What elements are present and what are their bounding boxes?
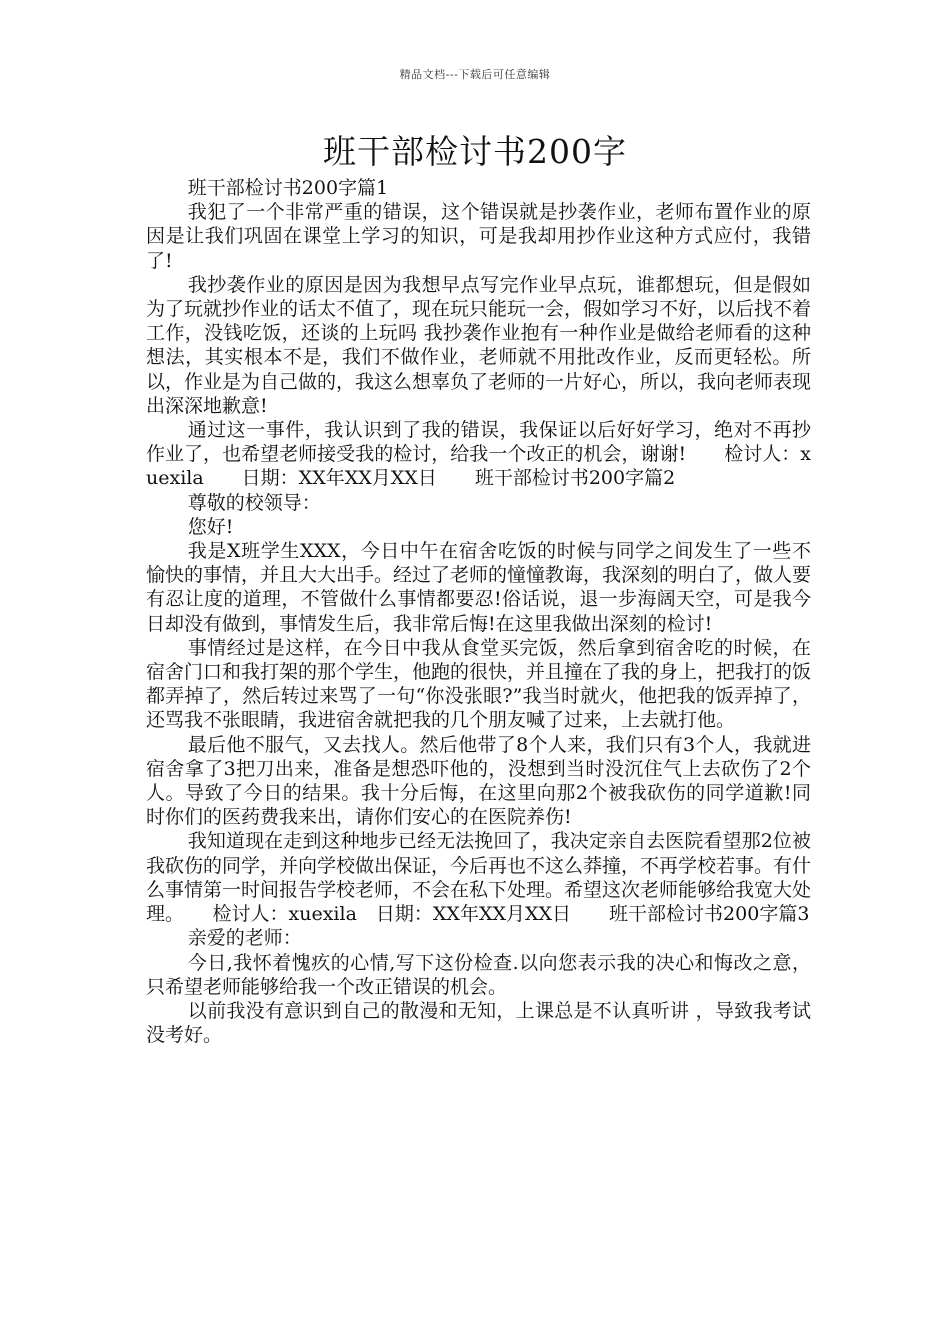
section-heading-1: 班干部检讨书200字篇1: [187, 177, 389, 199]
greeting: 您好!: [187, 515, 234, 538]
paragraph: 今日,我怀着愧疚的心情,写下这份检查.以向您表示我的决心和悔改之意，只希望老师能够给我一个改正错误的机会。: [146, 951, 811, 998]
paragraph: 通过这一事件，我认识到了我的错误，我保证以后好好学习，绝对不再抄作业了，也希望老师接受我的检讨，给我一个改正的机会，谢谢! 检讨人：xuexila 日期：XX年XX月XX日 班干部检讨书200字篇2: [146, 419, 811, 490]
paragraph: 以前我没有意识到自己的散漫和无知，上课总是不认真听讲 ，导致我考试没考好。: [146, 999, 811, 1047]
salutation: 亲爱的老师：: [187, 927, 302, 950]
paragraph: 最后他不服气，又去找人。然后他带了8个人来，我们只有3个人，我就进宿舍拿了3把刀出来，准备是想恐吓他的，没想到当时没沉住气上去砍伤了2个人。导致了今日的结果。我十分后悔，在这里向那2个被我砍伤的同学道歉!同时你们的医药费我来出，请你们安心的在医院养伤!: [146, 733, 811, 829]
paragraph: 我知道现在走到这种地步已经无法挽回了，我决定亲自去医院看望那2位被我砍伤的同学，并向学校做出保证，今后再也不这么莽撞，不再学校若事。有什么事情第一时间报告学校老师，不会在私下处理。希望这次老师能够给我宽大处理。 检讨人：xuexila 日期：XX年XX月XX日 班干部检讨书200字篇3: [146, 830, 811, 926]
paragraph: 事情经过是这样，在今日中我从食堂买完饭，然后拿到宿舍吃的时候，在宿舍门口和我打架的那个学生，他跑的很快，并且撞在了我的身上，把我打的饭都弄掉了，然后转过来骂了一句“你没张眼?”我当时就火，他把我的饭弄掉了，还骂我不张眼睛，我进宿舍就把我的几个朋友喊了过来，上去就打他。: [146, 636, 811, 732]
salutation: 尊敬的校领导：: [187, 491, 321, 514]
document-body: [146, 176, 811, 1047]
paragraph: 我抄袭作业的原因是因为我想早点写完作业早点玩，谁都想玩，但是假如为了玩就抄作业的话太不值了，现在玩只能玩一会，假如学习不好，以后找不着工作，没钱吃饭，还谈的上玩吗 我抄袭作业抱有一种作业是做给老师看的这种想法，其实根本不是，我们不做作业，老师就不用批改作业，反而更轻松。所以，作业是为自己做的，我这么想辜负了老师的一片好心，所以，我向老师表现出深深地歉意!: [146, 273, 811, 417]
paragraph: 我犯了一个非常严重的错误，这个错误就是抄袭作业，老师布置作业的原因是让我们巩固在课堂上学习的知识，可是我却用抄作业这种方式应付，我错了!: [146, 201, 811, 272]
page-title: 班干部检讨书200字: [323, 132, 627, 171]
paragraph: 我是X班学生XXX，今日中午在宿舍吃饭的时候与同学之间发生了一些不愉快的事情，并且大大出手。经过了老师的憧憧教诲，我深刻的明白了，做人要有忍让度的道理，不管做什么事情都要忍!俗话说，退一步海阔天空，可是我今日却没有做到，事情发生后，我非常后悔!在这里我做出深刻的检讨!: [146, 540, 811, 635]
header-note: 精品文档---下载后可任意编辑: [399, 68, 551, 81]
